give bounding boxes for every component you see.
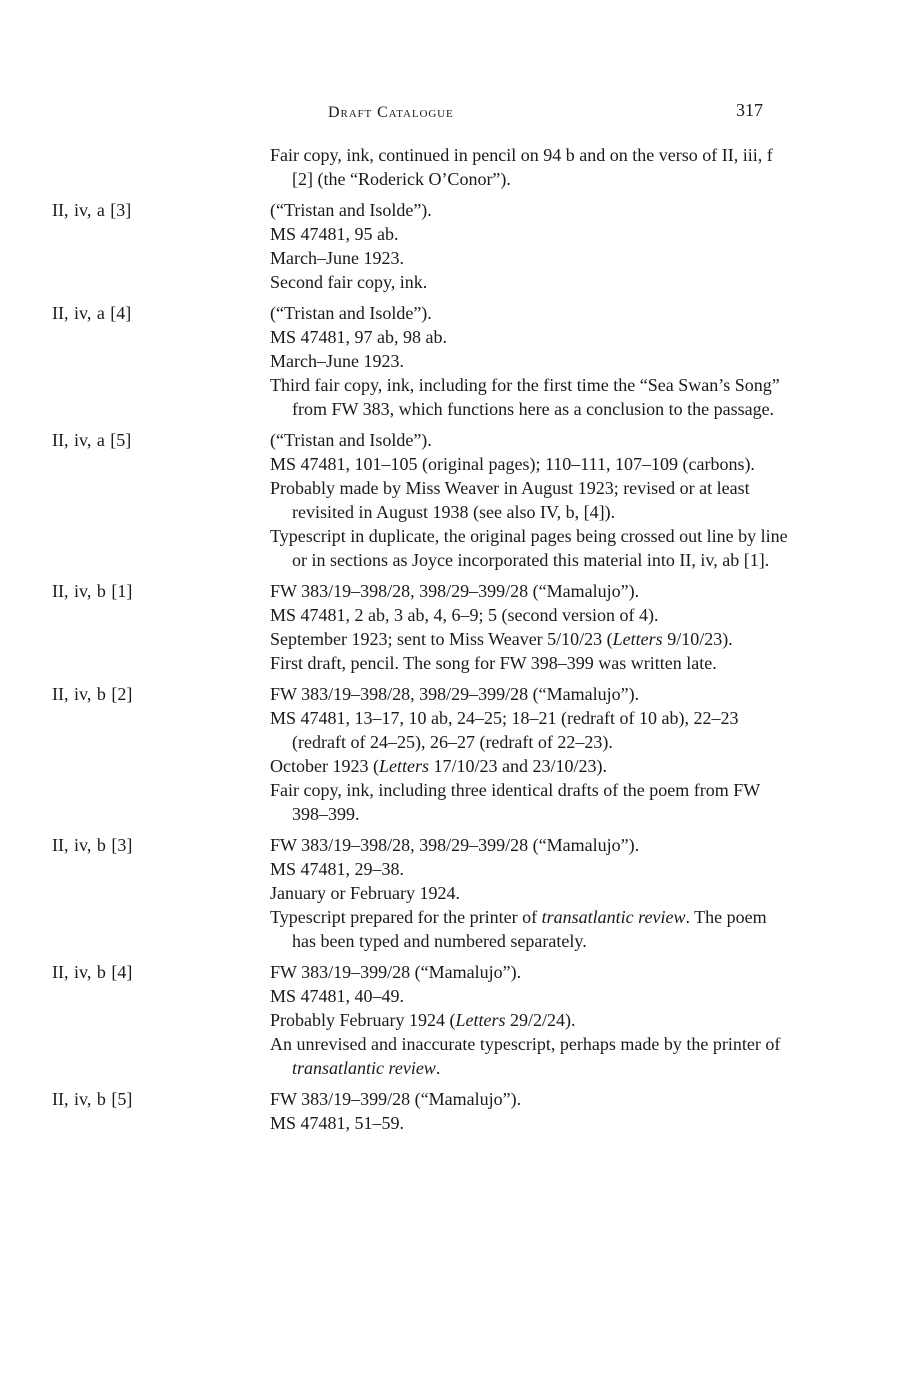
- entry-line: Probably February 1924 (Letters 29/2/24).: [270, 1010, 576, 1030]
- entry-line: MS 47481, 29–38.: [270, 859, 405, 879]
- catalogue-entry: [0, 198, 900, 294]
- entry-line: Fair copy, ink, including three identical drafts of the poem from FW 398–399.: [270, 780, 760, 824]
- entry-siglum: II, iv, a [4]: [52, 303, 132, 323]
- catalogue-entry: [0, 1087, 900, 1135]
- running-title: Draft Catalogue: [328, 104, 454, 121]
- entry-details: [270, 428, 790, 572]
- entry-details: [270, 301, 790, 421]
- entry-siglum: II, iv, b [4]: [52, 962, 133, 982]
- entry-details: [270, 1087, 790, 1135]
- entry-details: [270, 579, 790, 675]
- entry-siglum: II, iv, b [5]: [52, 1089, 133, 1109]
- entry-line: MS 47481, 2 ab, 3 ab, 4, 6–9; 5 (second version of 4).: [270, 605, 659, 625]
- entry-line: First draft, pencil. The song for FW 398–399 was written late.: [270, 653, 717, 673]
- entry-line: Probably made by Miss Weaver in August 1923; revised or at least revisited in August 1938 (see also IV, b, [4]).: [270, 478, 750, 522]
- page-number: 317: [736, 100, 763, 120]
- entry-line: MS 47481, 95 ab.: [270, 224, 399, 244]
- entry-siglum: II, iv, b [1]: [52, 581, 133, 601]
- entry-details: [270, 682, 790, 826]
- catalogue-entries: [0, 143, 900, 1142]
- entry-line: (“Tristan and Isolde”).: [270, 200, 432, 220]
- entry-line: January or February 1924.: [270, 883, 460, 903]
- entry-line: FW 383/19–399/28 (“Mamalujo”).: [270, 1089, 522, 1109]
- page-header: [0, 100, 900, 130]
- catalogue-entry: [0, 428, 900, 572]
- entry-line: FW 383/19–399/28 (“Mamalujo”).: [270, 962, 522, 982]
- entry-line: March–June 1923.: [270, 351, 404, 371]
- entry-line: October 1923 (Letters 17/10/23 and 23/10/23).: [270, 756, 607, 776]
- entry-line: September 1923; sent to Miss Weaver 5/10/23 (Letters 9/10/23).: [270, 629, 733, 649]
- catalogue-entry: [0, 301, 900, 421]
- entry-line: MS 47481, 97 ab, 98 ab.: [270, 327, 447, 347]
- entry-line: Typescript prepared for the printer of transatlantic review. The poem has been typed and numbered separately.: [270, 907, 767, 951]
- entry-line: Second fair copy, ink.: [270, 272, 428, 292]
- entry-siglum: II, iv, b [2]: [52, 684, 133, 704]
- entry-line: March–June 1923.: [270, 248, 404, 268]
- entry-details: [270, 833, 790, 953]
- entry-siglum: II, iv, b [3]: [52, 835, 133, 855]
- catalogue-entry: [0, 682, 900, 826]
- entry-line: MS 47481, 13–17, 10 ab, 24–25; 18–21 (redraft of 10 ab), 22–23 (redraft of 24–25), 26–27 (redraft of 22–23).: [270, 708, 739, 752]
- entry-line: MS 47481, 40–49.: [270, 986, 405, 1006]
- entry-details: [270, 143, 790, 191]
- entry-siglum: II, iv, a [3]: [52, 200, 132, 220]
- entry-line: Third fair copy, ink, including for the first time the “Sea Swan’s Song” from FW 383, which functions here as a conclusion to the passage.: [270, 375, 780, 419]
- entry-line: Fair copy, ink, continued in pencil on 94 b and on the verso of II, iii, f [2] (the “Roderick O’Conor”).: [270, 145, 773, 189]
- entry-line: (“Tristan and Isolde”).: [270, 303, 432, 323]
- catalogue-entry: [0, 579, 900, 675]
- entry-line: FW 383/19–398/28, 398/29–399/28 (“Mamalujo”).: [270, 835, 640, 855]
- entry-line: Typescript in duplicate, the original pages being crossed out line by line or in sections as Joyce incorporated this material into II, iv, ab [1].: [270, 526, 788, 570]
- entry-line: FW 383/19–398/28, 398/29–399/28 (“Mamalujo”).: [270, 684, 640, 704]
- entry-line: An unrevised and inaccurate typescript, perhaps made by the printer of transatlantic review.: [270, 1034, 781, 1078]
- catalogue-entry: [0, 143, 900, 191]
- entry-line: MS 47481, 101–105 (original pages); 110–111, 107–109 (carbons).: [270, 454, 755, 474]
- entry-line: MS 47481, 51–59.: [270, 1113, 405, 1133]
- catalogue-entry: [0, 960, 900, 1080]
- entry-details: [270, 198, 790, 294]
- catalogue-entry: [0, 833, 900, 953]
- entry-siglum: II, iv, a [5]: [52, 430, 132, 450]
- entry-line: (“Tristan and Isolde”).: [270, 430, 432, 450]
- entry-line: FW 383/19–398/28, 398/29–399/28 (“Mamalujo”).: [270, 581, 640, 601]
- entry-details: [270, 960, 790, 1080]
